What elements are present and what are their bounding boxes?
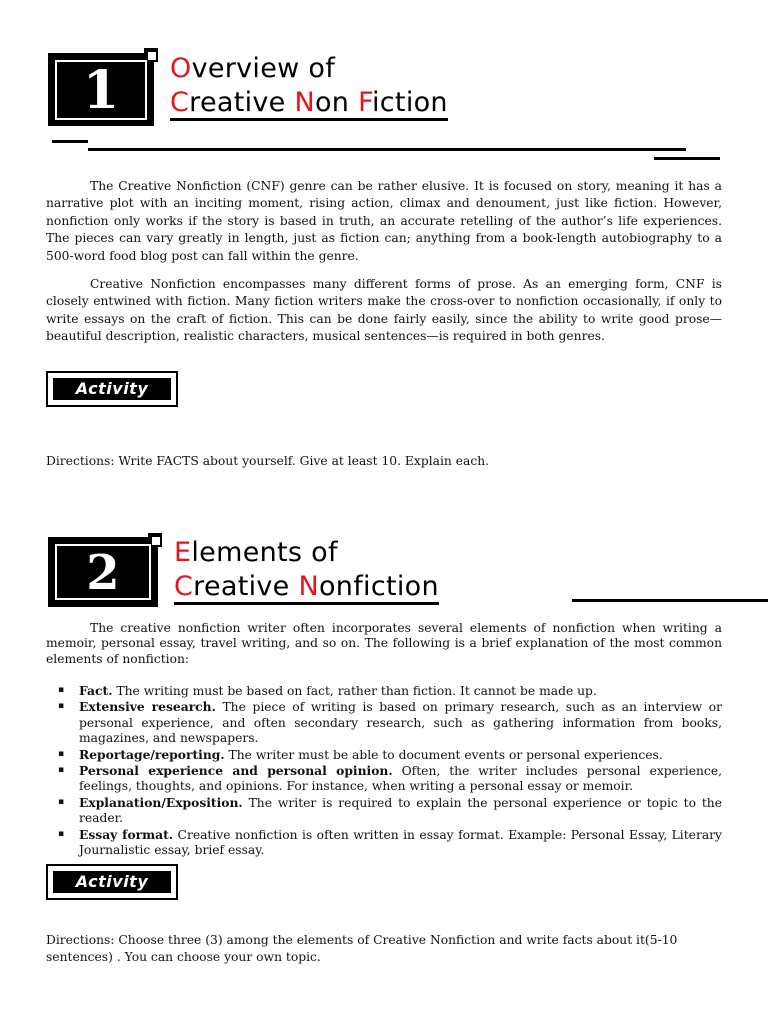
section-2-activity-banner <box>46 864 178 900</box>
activity-label: Activity <box>53 871 171 893</box>
list-item: ▪ Personal experience and personal opinion. Often, the writer includes personal experience, feelings, thoughts, and opinions. For instance, when writing a personal essay or memoir. <box>58 763 723 794</box>
section-1-title: Overview of Creative Non Fiction <box>170 52 448 121</box>
section-1-directions: Directions: Write FACTS about yourself. Give at least 10. Explain each. <box>46 454 490 468</box>
elements-list <box>46 683 722 858</box>
section-1-rule-right <box>654 157 720 160</box>
section-2-number: 2 <box>55 544 151 600</box>
section-1-paragraph-2: Creative Nonfiction encompasses many different forms of prose. As an emerging form, CNF is closely entwined with fiction. Many fiction writers make the cross-over to nonfiction occasionally, if only to write essays on the craft of fiction. This can be done fairly easily, since the ability to write good prose—beautiful description, realistic characters, musical sentences—is required in both genres. <box>46 277 722 344</box>
section-1-rule-short <box>52 140 88 143</box>
section-1-paragraph-1: The Creative Nonfiction (CNF) genre can be rather elusive. It is focused on story, meaning it has a narrative plot with an inciting moment, rising action, climax and denoument, just like fiction. However, nonfiction only works if the story is based in truth, an accurate retelling of the author’s life experiences. The pieces can vary greatly in length, just as fiction can; anything from a book-length autobiography to a 500-word food blog post can fall within the genre. <box>46 179 722 263</box>
section-1-rule-long <box>88 148 686 151</box>
section-2-intro: The creative nonfiction writer often incorporates several elements of nonfiction when writing a memoir, personal essay, travel writing, and so on. The following is a brief explanation of the most common elements of nonfiction: <box>46 621 722 666</box>
section-2-title: Elements of Creative Nonfiction <box>174 536 439 605</box>
list-item: ▪ Essay format. Creative nonfiction is often written in essay format. Example: Personal Essay, Literary Journalistic essay, brief essay. <box>58 826 722 858</box>
activity-label: Activity <box>53 378 171 400</box>
section-2-directions: Directions: Choose three (3) among the elements of Creative Nonfiction and write facts about it(5-10 sentences) . You can choose your own topic. <box>46 933 678 965</box>
section-1-number: 1 <box>55 60 147 120</box>
list-item: ▪ Explanation/Exposition. The writer is required to explain the personal experience or topic to the reader. <box>58 794 722 826</box>
section-2-badge <box>48 533 162 607</box>
section-1-badge <box>48 48 158 126</box>
list-item: ▪ Extensive research. The piece of writing is based on primary research, such as an interview or personal experience, and often secondary research, such as gathering information from books, magazines, and newspapers. <box>58 699 722 746</box>
list-item: ▪ Reportage/reporting. The writer must be able to document events or personal experiences. <box>58 746 663 762</box>
section-2-rule-right <box>572 599 768 602</box>
section-1-activity-banner <box>46 371 178 407</box>
list-item: ▪ Fact. The writing must be based on fact, rather than fiction. It cannot be made up. <box>58 683 597 698</box>
